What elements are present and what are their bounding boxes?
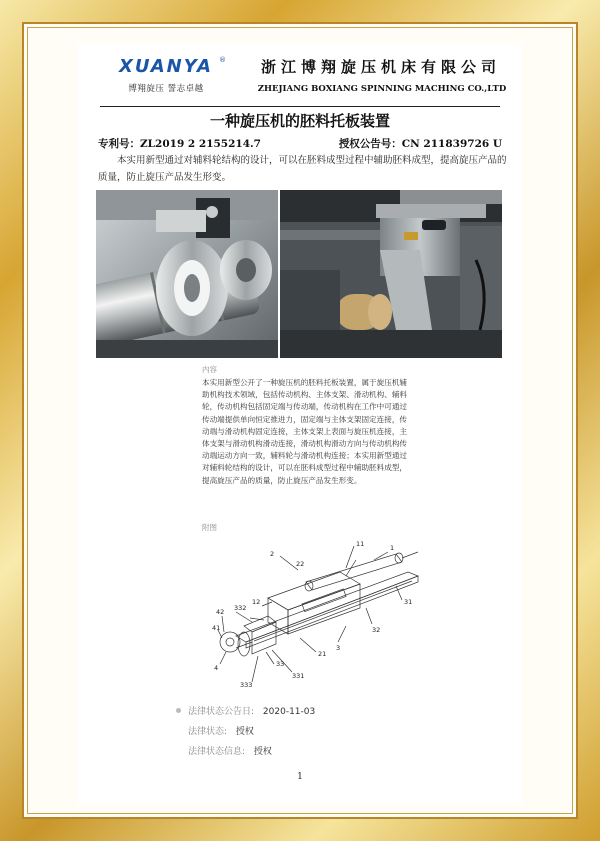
figure-label: 4 <box>214 664 219 672</box>
legal-status-label: 法律状态: <box>188 727 228 737</box>
patent-info-row <box>98 136 508 152</box>
patent-number: 专利号：ZL2019 2 2155214.7 <box>98 138 261 150</box>
legal-status-row <box>188 724 448 738</box>
legal-status-value: 授权 <box>235 727 254 737</box>
legal-status-date-label: 法律状态公告日: <box>188 707 255 717</box>
figure-label: 332 <box>234 604 247 612</box>
page-number: 1 <box>297 772 303 782</box>
product-photo-roller <box>96 190 278 358</box>
company-logo <box>106 56 226 100</box>
figure-label: 33 <box>276 660 285 668</box>
logo-slogan: 博翔旋压 誓志卓越 <box>128 84 204 94</box>
figure-label: 2 <box>270 550 275 558</box>
figure-label: 331 <box>292 672 305 680</box>
legal-status-date-row <box>188 704 448 718</box>
legal-status-info-row <box>188 744 448 758</box>
legal-status-info-label: 法律状态信息: <box>188 747 246 757</box>
figure-label: 12 <box>252 598 261 606</box>
figure-label: 3 <box>336 644 341 652</box>
figure-label: 1 <box>390 544 395 552</box>
document-page <box>78 44 522 804</box>
figure-label: 42 <box>216 608 225 616</box>
legal-status-date-value: 2020-11-03 <box>262 707 316 717</box>
content-heading: 内容 <box>202 365 217 374</box>
content-description: 本实用新型公开了一种旋压机的胚料托板装置，属于旋压机辅助机构技术领域，包括传动机构、主体支架、滑动机构、辅料轮，传动机构包括固定端与传动端，传动机构在工作中可通过传动端提供单向恒定推进力，固定端与主体支架固定连接，传动端与滑动机构固定连接，主体支架上表面与旋压机连接，主体支架与滑动机构滑动连接，滑动机构滑动方向与传动机构传动端运动方向一致，辅料轮与滑动机构连接；本实用新型通过对辅料轮结构的设计，可以在胚料成型过程中辅助胚料成型，提高旋压产品的质量，防止旋压产品发生形变。 <box>202 378 408 485</box>
logo-wordmark: XUANYA <box>119 56 213 77</box>
bullet-dot-icon <box>176 708 181 713</box>
patent-technical-drawing <box>196 538 428 688</box>
product-photo-machine <box>280 190 502 358</box>
grant-publication-number: 授权公告号：CN 211839726 U <box>338 138 502 150</box>
legal-status-info-value: 授权 <box>253 747 272 757</box>
figure-label: 11 <box>356 540 365 548</box>
header-divider <box>100 106 500 107</box>
company-name-english: ZHEJIANG BOXIANG SPINNING MACHING CO.,LTD <box>257 84 507 94</box>
document-title: 一种旋压机的胚料托板装置 <box>209 112 390 130</box>
figure-label: 41 <box>212 624 221 632</box>
company-name-chinese: 浙江博翔旋压机床有限公司 <box>260 58 501 76</box>
figure-label: 22 <box>296 560 305 568</box>
logo-registered-mark: ® <box>219 56 226 64</box>
abstract-text: 本实用新型通过对辅料轮结构的设计，可以在胚料成型过程中辅助胚料成型，提高旋压产品的质量，防止旋压产品发生形变。 <box>98 155 507 183</box>
figure-label: 333 <box>240 681 253 688</box>
figure-label: 31 <box>404 598 413 606</box>
figure-label: 21 <box>318 650 327 658</box>
figure-label: 32 <box>372 626 381 634</box>
legal-status-section <box>188 704 448 764</box>
figure-heading: 附图 <box>202 523 217 532</box>
